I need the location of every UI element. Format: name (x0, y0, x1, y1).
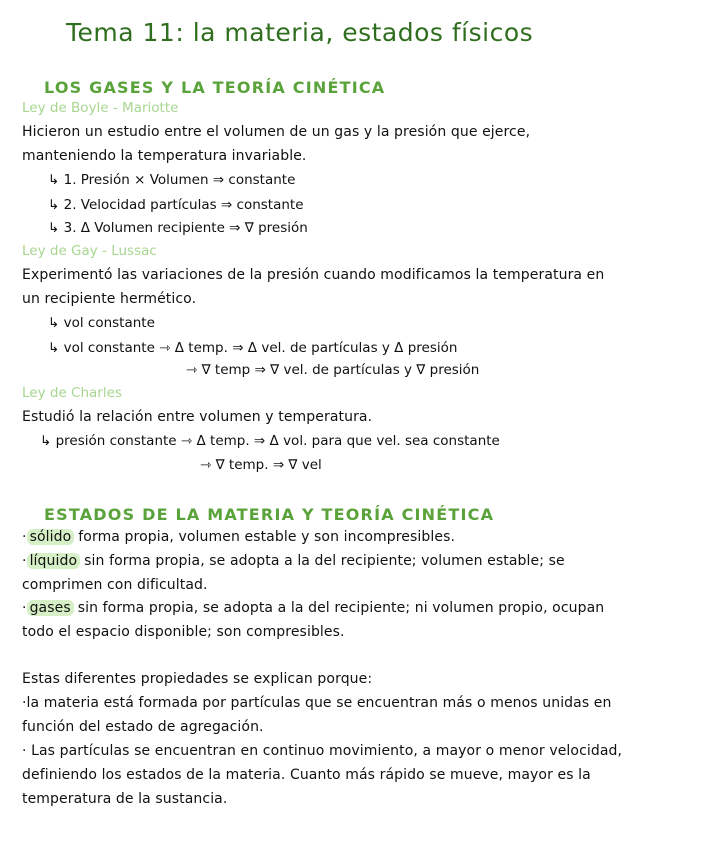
law-title-gay-lussac: Ley de Gay - Lussac (22, 243, 157, 259)
closing-line: ·la materia está formada por partículas que se encuentran más o menos unidas en (22, 695, 612, 711)
page-title: Tema 11: la materia, estados físicos (66, 18, 534, 47)
state-line-gases-cont: todo el espacio disponible; son compresibles. (22, 624, 345, 640)
boyle-item: ↳ 2. Velocidad partículas ⇒ constante (48, 197, 304, 213)
state-line-liquid (22, 553, 565, 569)
section-heading-gases: LOS GASES Y LA TEORÍA CINÉTICA (44, 78, 386, 97)
law-title-charles: Ley de Charles (22, 385, 122, 401)
bullet: · (22, 529, 27, 545)
law-title-boyle: Ley de Boyle - Mariotte (22, 100, 179, 116)
term-highlight-solid: sólido (27, 529, 75, 545)
closing-line: definiendo los estados de la materia. Cuanto más rápido se mueve, mayor es la (22, 767, 591, 783)
closing-line: función del estado de agregación. (22, 719, 264, 735)
state-line-solid (22, 529, 455, 545)
state-text: forma propia, volumen estable y son incompresibles. (78, 529, 456, 545)
section-heading-states: ESTADOS DE LA MATERIA Y TEORÍA CINÉTICA (44, 505, 495, 524)
charles-item: ⇾ ∇ temp. ⇒ ∇ vel (200, 457, 322, 473)
boyle-text-line: Hicieron un estudio entre el volumen de un gas y la presión que ejerce, (22, 124, 531, 140)
boyle-text-line: manteniendo la temperatura invariable. (22, 148, 307, 164)
bullet: · (22, 600, 27, 616)
gay-lussac-text-line: un recipiente hermético. (22, 291, 197, 307)
closing-intro: Estas diferentes propiedades se explican porque: (22, 671, 373, 687)
term-highlight-liquid: líquido (27, 553, 81, 569)
state-line-liquid-cont: comprimen con dificultad. (22, 577, 208, 593)
boyle-item: ↳ 1. Presión × Volumen ⇒ constante (48, 172, 296, 188)
closing-line: temperatura de la sustancia. (22, 791, 228, 807)
bullet: · (22, 553, 27, 569)
state-text: sin forma propia, se adopta a la del recipiente; ni volumen propio, ocupan (77, 600, 605, 616)
term-highlight-gases: gases (27, 600, 74, 616)
gay-lussac-text-line: Experimentó las variaciones de la presión cuando modificamos la temperatura en (22, 267, 605, 283)
closing-line: · Las partículas se encuentran en continuo movimiento, a mayor o menor velocidad, (22, 743, 623, 759)
gay-lussac-item: ⇾ ∇ temp ⇒ ∇ vel. de partículas y ∇ presión (186, 362, 480, 378)
charles-item: ↳ presión constante ⇾ Δ temp. ⇒ Δ vol. para que vel. sea constante (40, 433, 500, 449)
gay-lussac-item: ↳ vol constante ⇾ Δ temp. ⇒ Δ vel. de partículas y Δ presión (48, 340, 458, 356)
state-line-gases (22, 600, 604, 616)
boyle-item: ↳ 3. Δ Volumen recipiente ⇒ ∇ presión (48, 220, 308, 236)
gay-lussac-item: ↳ vol constante (48, 315, 155, 331)
charles-text-line: Estudió la relación entre volumen y temperatura. (22, 409, 373, 425)
state-text: sin forma propia, se adopta a la del recipiente; volumen estable; se (84, 553, 565, 569)
